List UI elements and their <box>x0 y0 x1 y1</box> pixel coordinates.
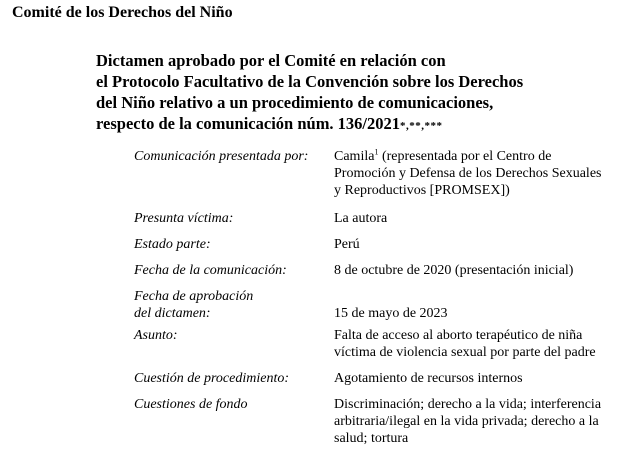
value-estado: Perú <box>334 237 360 252</box>
label-fecha-comunicacion: Fecha de la comunicación: <box>134 263 287 278</box>
metadata-table <box>134 148 624 447</box>
heading-line: Dictamen aprobado por el Comité en relación con <box>96 51 446 70</box>
document-heading <box>96 50 616 137</box>
value-text: (representada por el Centro de <box>378 149 552 164</box>
label-asunto: Asunto: <box>134 328 178 343</box>
label-line: Fecha de aprobación <box>134 289 254 304</box>
value-line: Promoción y Defensa de los Derechos Sexuales <box>334 166 602 181</box>
row-estado <box>134 236 624 253</box>
label-victima: Presunta víctima: <box>134 211 234 226</box>
committee-name: Comité de los Derechos del Niño <box>12 4 233 21</box>
label-estado: Estado parte: <box>134 237 211 252</box>
label-line: del dictamen: <box>134 306 211 321</box>
heading-line-last <box>96 113 616 137</box>
value-line: y Reproductivos [PROMSEX]) <box>334 183 510 198</box>
value-line: víctima de violencia sexual por parte del padre <box>334 345 596 360</box>
value-line: salud; tortura <box>334 431 409 446</box>
value-line <box>334 148 624 165</box>
label-comunicacion: Comunicación presentada por: <box>134 149 309 164</box>
heading-text: respecto de la comunicación núm. 136/2021 <box>96 114 401 133</box>
row-fondo <box>134 396 624 447</box>
value-line: Discriminación; derecho a la vida; interferencia <box>334 397 602 412</box>
value-comunicacion <box>334 148 624 199</box>
value-fecha-comunicacion: 8 de octubre de 2020 (presentación inicial) <box>334 263 574 278</box>
row-fecha-comunicacion <box>134 262 624 279</box>
row-procedimiento <box>134 370 624 387</box>
value-asunto <box>334 327 624 361</box>
value-victima: La autora <box>334 211 388 226</box>
value-fecha-aprobacion: 15 de mayo de 2023 <box>334 306 448 321</box>
label-procedimiento: Cuestión de procedimiento: <box>134 371 290 386</box>
value-line: arbitraria/ilegal en la vida privada; derecho a la <box>334 414 599 429</box>
heading-line: el Protocolo Facultativo de la Convención sobre los Derechos <box>96 72 524 91</box>
row-victima <box>134 210 624 227</box>
value-line: Falta de acceso al aborto terapéutico de niña <box>334 328 583 343</box>
row-asunto <box>134 327 624 361</box>
footnote-stars: *,**,*** <box>400 120 443 132</box>
row-fecha-aprobacion <box>134 288 624 322</box>
author-name: Camila <box>334 149 375 164</box>
value-procedimiento: Agotamiento de recursos internos <box>334 371 523 386</box>
row-comunicacion <box>134 148 624 199</box>
label-fondo: Cuestiones de fondo <box>134 397 248 412</box>
value-fondo <box>334 396 624 447</box>
footnote-marker: 1 <box>374 147 379 157</box>
heading-line: del Niño relativo a un procedimiento de comunicaciones, <box>96 93 494 112</box>
label-fecha-aprobacion <box>134 288 334 322</box>
